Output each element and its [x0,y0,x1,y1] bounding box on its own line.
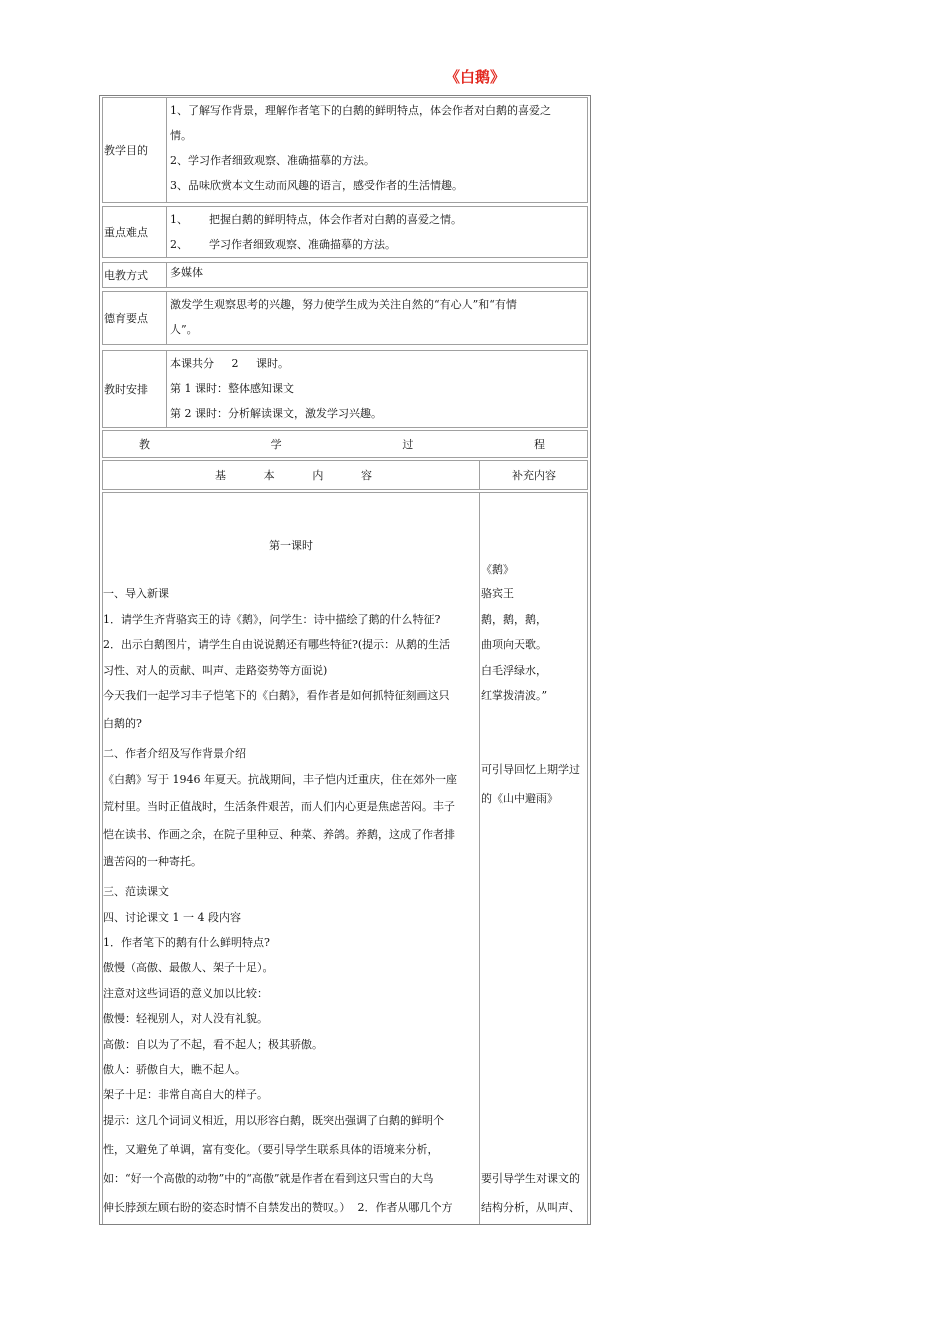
main-content [103,493,480,1225]
objectives-content [168,98,587,202]
schedule-line: 第 1 课时：整体感知课文 [170,382,294,395]
main-line: 一、导入新课 [103,587,169,600]
content-header-row [102,460,588,490]
poem-line: 白毛浮绿水， [481,664,547,677]
content-header-char: 内 [312,469,324,482]
schedule-row [102,350,588,428]
content-header-char: 容 [360,469,372,482]
key-points-content [168,207,587,257]
main-line: 1．请学生齐背骆宾王的诗《鹅》，问学生：诗中描绘了鹅的什么特征? [103,613,441,626]
supplement-note: 可引导回忆上期学过 [481,763,580,776]
moral-row [102,291,588,345]
schedule-label: 教时安排 [103,351,167,427]
schedule-line: 本课共分 2 课时。 [170,357,289,370]
main-line: 傲慢：轻视别人，对人没有礼貌。 [103,1012,268,1025]
content-header-left [103,461,480,489]
lesson-heading: 第一课时 [269,539,313,552]
main-line: 性，又避免了单调，富有变化。（要引导学生联系具体的语境来分析， [103,1143,439,1156]
key-points-line: 1、 把握白鹅的鲜明特点，体会作者对白鹅的喜爱之情。 [170,213,462,226]
moral-line: 激发学生观察思考的兴趣，努力使学生成为关注自然的“有心人”和“有情 [170,298,517,311]
poem-line: 曲项向天歌。 [481,638,547,651]
objectives-row [102,97,588,203]
main-line: 三、范读课文 [103,885,169,898]
main-line: 伸长脖颈左顾右盼的姿态时情不自禁发出的赞叹。） 2．作者从哪几个方 [103,1201,453,1214]
main-line: 注意对这些词语的意义加以比较： [103,987,268,1000]
main-line: 遣苦闷的一种寄托。 [103,855,202,868]
process-header [103,431,587,457]
poem-line: 《鹅》 [481,563,514,576]
process-header-row [102,430,588,458]
media-content [168,263,587,287]
poem-line: 鹅，鹅，鹅， [481,613,547,626]
moral-label: 德育要点 [103,292,167,344]
objectives-line: 情。 [170,129,192,142]
media-label: 电教方式 [103,263,167,287]
content-header-char: 基 [215,469,226,482]
main-line: 白鹅的? [103,717,142,730]
main-line: 傲慢（高傲、最傲人、架子十足）。 [103,961,274,974]
main-line: 四、讨论课文 1 一 4 段内容 [103,911,241,924]
supplement-note: 结构分析，从叫声、 [481,1201,580,1214]
lesson-plan-table [99,95,591,1225]
main-line: 《白鹅》写于 1946 年夏天。抗战期间，丰子恺内迁重庆，住在郊外一座 [103,773,457,786]
schedule-line: 第 2 课时：分析解读课文，激发学习兴趣。 [170,407,382,420]
process-header-char: 过 [402,438,414,451]
key-points-row [102,206,588,258]
supplement-note: 要引导学生对课文的 [481,1172,580,1185]
poem-line: 红掌拨清波。” [481,689,548,702]
main-line: 如：“好一个高傲的动物”中的“高傲”就是作者在看到这只雪白的大鸟 [103,1172,434,1185]
media-value: 多媒体 [170,266,203,279]
main-line: 提示：这几个词词义相近，用以形容白鹅，既突出强调了白鹅的鲜明个 [103,1114,444,1127]
content-header-right [481,461,587,489]
main-line: 今天我们一起学习丰子恺笔下的《白鹅》，看作者是如何抓特征刻画这只 [103,689,450,702]
main-line: 2．出示白鹅图片，请学生自由说说鹅还有哪些特征?(提示：从鹅的生活 [103,638,451,651]
moral-content [168,292,587,344]
supplement-content [481,493,587,1225]
main-line: 习性、对人的贡献、叫声、走路姿势等方面说) [103,664,328,677]
objectives-line: 2、学习作者细致观察、准确描摹的方法。 [170,154,375,167]
content-body-row [102,492,588,1225]
supplement-note: 的《山中避雨》 [481,792,558,805]
key-points-label: 重点难点 [103,207,167,257]
main-line: 荒村里。当时正值战时，生活条件艰苦，而人们内心更是焦虑苦闷。丰子 [103,800,455,813]
schedule-content [168,351,587,427]
main-line: 架子十足：非常自高自大的样子。 [103,1088,268,1101]
content-header-char: 本 [263,469,275,482]
main-line: 1．作者笔下的鹅有什么鲜明特点? [103,936,270,949]
main-line: 恺在读书、作画之余，在院子里种豆、种菜、养鸽。养鹅，这成了作者排 [103,828,455,841]
page-title: 《白鹅》 [444,68,505,86]
process-header-char: 程 [533,438,545,451]
moral-line: 人”。 [170,323,198,336]
main-line: 高傲：自以为了不起，看不起人；极其骄傲。 [103,1038,323,1051]
process-header-char: 教 [139,438,150,451]
objectives-label: 教学目的 [103,98,167,202]
objectives-line: 1、了解写作背景，理解作者笔下的白鹅的鲜明特点，体会作者对白鹅的喜爱之 [170,104,551,117]
main-line: 傲人：骄傲自大，瞧不起人。 [103,1063,246,1076]
supplement-header: 补充内容 [512,469,556,482]
main-line: 二、作者介绍及写作背景介绍 [103,747,246,760]
objectives-line: 3、品味欣赏本文生动而风趣的语言，感受作者的生活情趣。 [170,179,463,192]
media-row [102,262,588,288]
poem-line: 骆宾王 [481,587,514,600]
process-header-char: 学 [270,438,282,451]
key-points-line: 2、 学习作者细致观察、准确描摹的方法。 [170,238,396,251]
